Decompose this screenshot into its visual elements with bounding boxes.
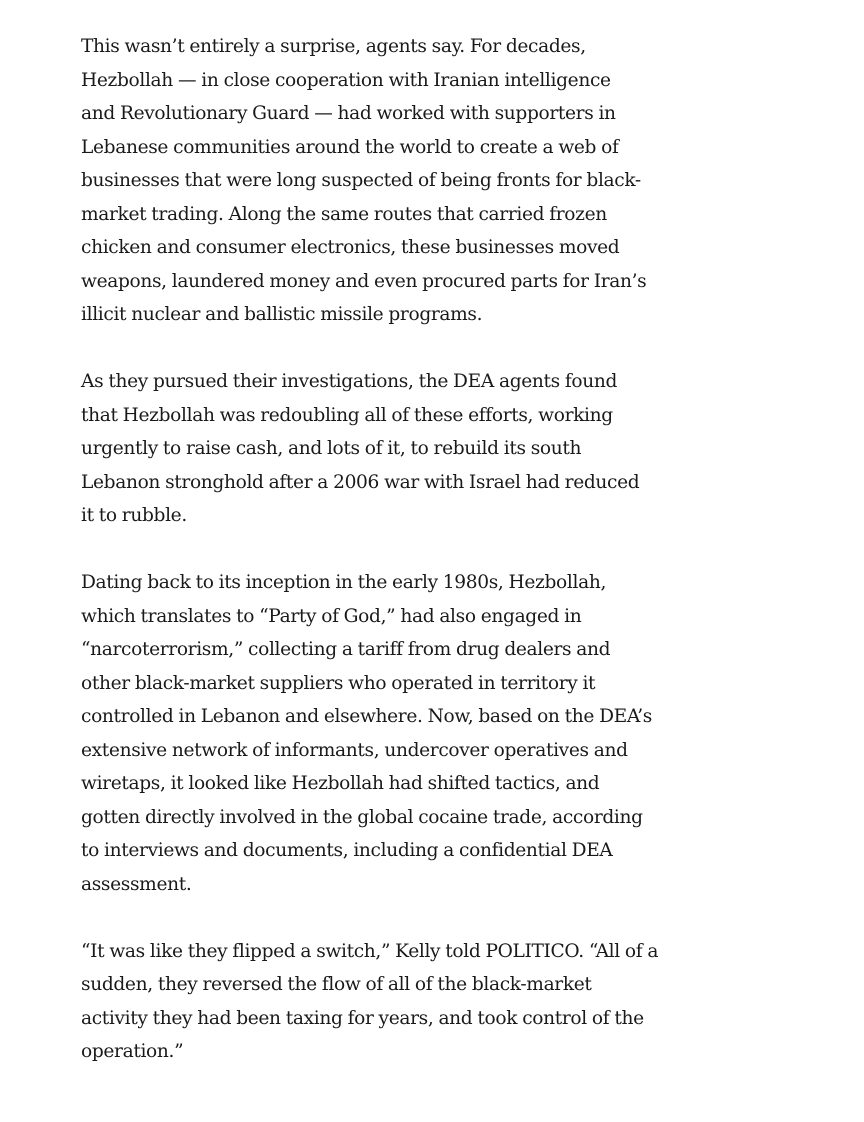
paragraph-line: “narcoterrorism,” collecting a tariff from drug dealers and (81, 639, 611, 660)
paragraph-line: gotten directly involved in the global cocaine trade, according (81, 806, 643, 828)
paragraph-2 (81, 365, 671, 533)
paragraph-line: As they pursued their investigations, the DEA agents found (81, 371, 618, 392)
paragraph-line: assessment. (81, 873, 192, 895)
paragraph-4 (81, 935, 671, 1069)
paragraph-line: Hezbollah — in close cooperation with Iranian intelligence (81, 69, 611, 91)
paragraph-line: extensive network of informants, undercover operatives and (81, 739, 628, 761)
paragraph-line: other black-market suppliers who operated in territory it (81, 672, 596, 694)
paragraph-line: Dating back to its inception in the early 1980s, Hezbollah, (81, 572, 607, 593)
paragraph-line: controlled in Lebanon and elsewhere. Now, based on the DEA’s (81, 706, 652, 727)
paragraph-line: sudden, they reversed the flow of all of the black-market (81, 974, 592, 995)
paragraph-line: This wasn’t entirely a surprise, agents say. For decades, (81, 36, 586, 57)
paragraph-line: which translates to “Party of God,” had also engaged in (81, 605, 582, 627)
article-body (81, 30, 671, 1102)
paragraph-line: businesses that were long suspected of being fronts for black- (81, 170, 641, 191)
paragraph-line: it to rubble. (81, 505, 187, 526)
paragraph-line: Lebanese communities around the world to create a web of (81, 136, 619, 158)
paragraph-line: to interviews and documents, including a confidential DEA (81, 840, 613, 861)
paragraph-line: that Hezbollah was redoubling all of these efforts, working (81, 404, 613, 426)
paragraph-line: wiretaps, it looked like Hezbollah had shifted tactics, and (81, 773, 600, 794)
paragraph-line: and Revolutionary Guard — had worked with supporters in (81, 103, 616, 124)
paragraph-line: weapons, laundered money and even procured parts for Iran’s (81, 270, 647, 292)
paragraph-line: operation.” (81, 1041, 184, 1062)
paragraph-line: illicit nuclear and ballistic missile programs. (81, 304, 483, 325)
paragraph-line: Lebanon stronghold after a 2006 war with Israel had reduced (81, 471, 640, 493)
paragraph-line: urgently to raise cash, and lots of it, to rebuild its south (81, 438, 582, 459)
paragraph-1 (81, 30, 671, 332)
paragraph-line: chicken and consumer electronics, these businesses moved (81, 237, 620, 258)
paragraph-line: market trading. Along the same routes that carried frozen (81, 203, 607, 225)
paragraph-3 (81, 566, 671, 901)
paragraph-line: activity they had been taxing for years, and took control of the (81, 1007, 644, 1029)
paragraph-line: “It was like they flipped a switch,” Kelly told POLITICO. “All of a (81, 940, 659, 962)
